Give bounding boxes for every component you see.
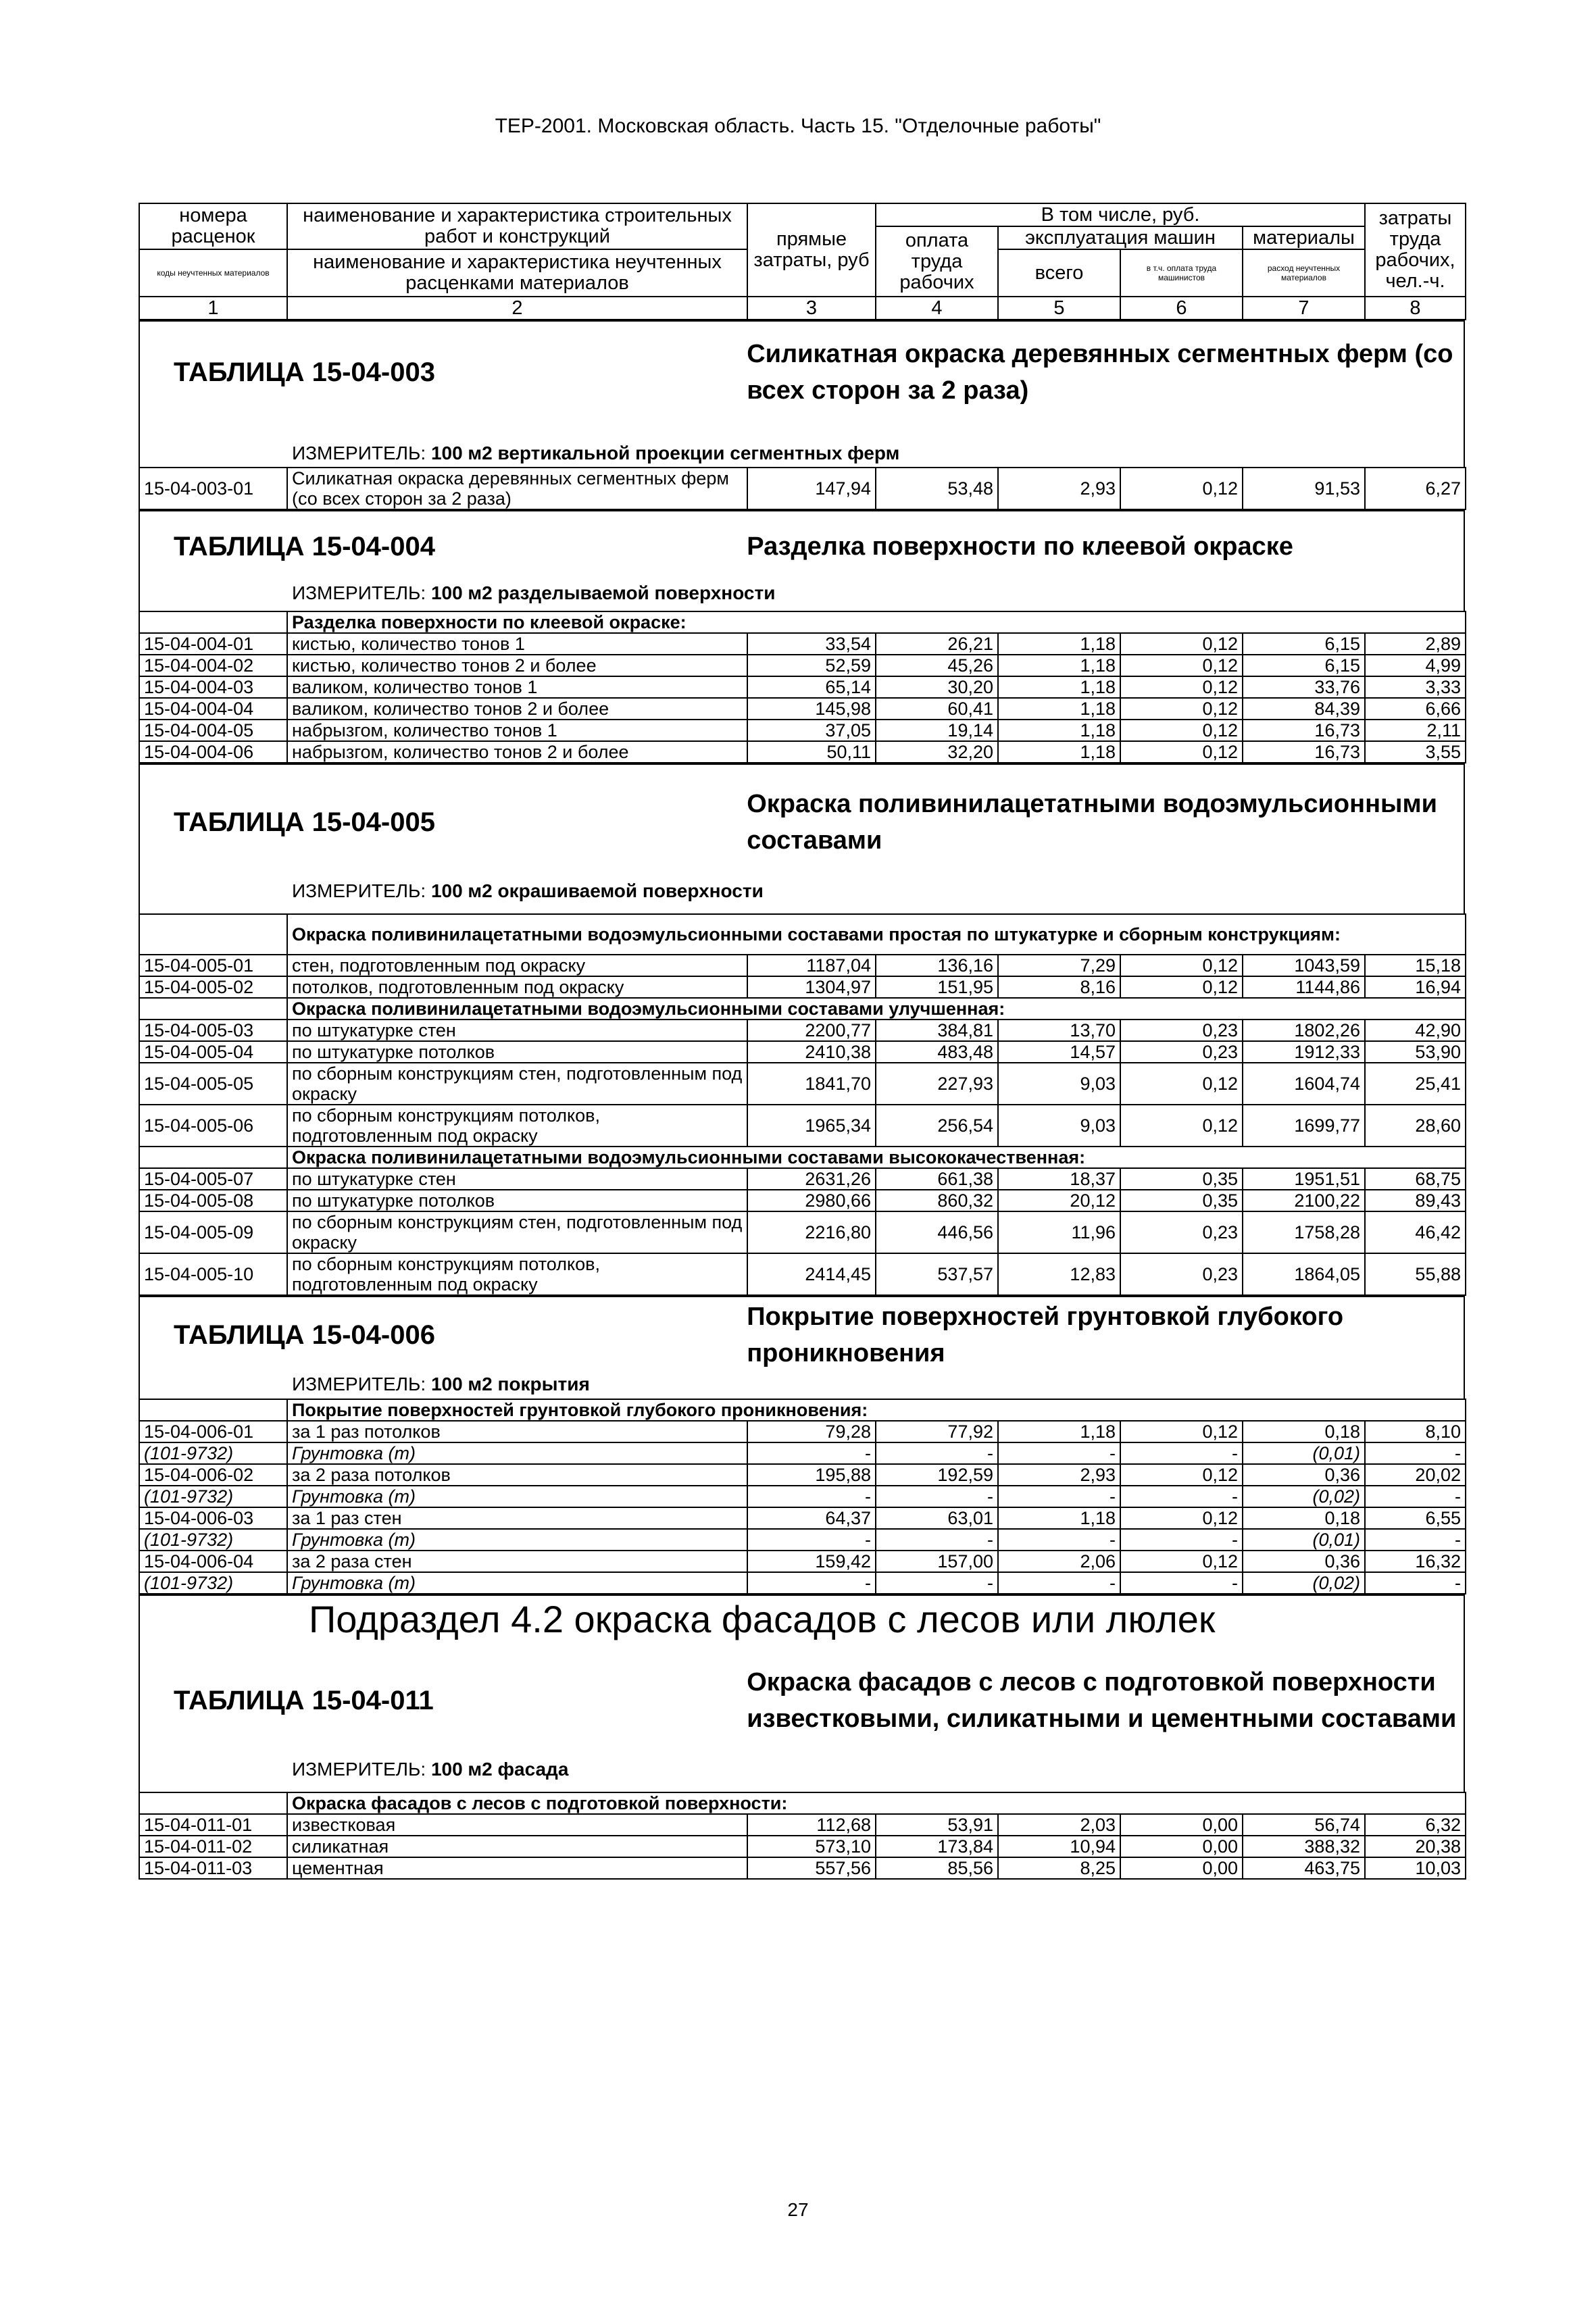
measure-unit: ИЗМЕРИТЕЛЬ: 100 м2 окрашиваемой поверхности bbox=[292, 880, 764, 901]
table-15-04-011-section bbox=[139, 1594, 1465, 1792]
table-row: 15-04-011-01 известковая 112,68 53,91 2,03 0,00 56,74 6,32 bbox=[139, 1814, 1466, 1836]
group-header-row: Окраска поливинилацетатными водоэмульсионными составами простая по штукатурке и сборным конструкциям: bbox=[139, 914, 1466, 955]
table-row: 15-04-004-04 валиком, количество тонов 2 и более 145,98 60,41 1,18 0,12 84,39 6,66 bbox=[139, 698, 1466, 720]
rates-table bbox=[139, 611, 1466, 763]
table-title: ТАБЛИЦА 15-04-005 bbox=[174, 807, 435, 837]
table-row: 15-04-011-03 цементная 557,56 85,56 8,25 0,00 463,75 10,03 bbox=[139, 1857, 1466, 1879]
table-row: 15-04-004-03 валиком, количество тонов 1 65,14 30,20 1,18 0,12 33,76 3,33 bbox=[139, 676, 1466, 698]
col-including-header: В том числе, руб. bbox=[876, 203, 1365, 226]
subsection-title: Подраздел 4.2 окраска фасадов с лесов или люлек bbox=[309, 1598, 1216, 1640]
table-15-04-003-section bbox=[139, 320, 1465, 467]
table-row: 15-04-005-05 по сборным конструкциям стен, подготовленным под окраску 1841,70 227,93 9,03 0,12 1604,74 25,41 bbox=[139, 1063, 1466, 1105]
page-number: 27 bbox=[787, 2199, 809, 2220]
table-row: 15-04-005-07 по штукатурке стен 2631,26 661,38 18,37 0,35 1951,51 68,75 bbox=[139, 1168, 1466, 1190]
rates-table bbox=[139, 467, 1466, 510]
table-row: (101-9732) Грунтовка (т) - - - - (0,01) - bbox=[139, 1529, 1466, 1551]
table-title: ТАБЛИЦА 15-04-003 bbox=[174, 357, 435, 387]
table-row: 15-04-003-01 Силикатная окраска деревянных сегментных ферм (со всех сторон за 2 раза) 147,94 53,48 2,93 0,12 91,53 6,27 bbox=[139, 468, 1466, 509]
column-numbers-row: 1 2 3 4 5 6 7 8 bbox=[139, 297, 1466, 320]
rates-table bbox=[139, 1399, 1466, 1594]
table-row: 15-04-005-10 по сборным конструкциям потолков, подготовленным под окраску 2414,45 537,57 12,83 0,23 1864,05 55,88 bbox=[139, 1253, 1466, 1295]
col-operator-wages-header: в т.ч. оплата труда машинистов bbox=[1120, 249, 1243, 297]
table-title: ТАБЛИЦА 15-04-011 bbox=[174, 1685, 434, 1715]
table-15-04-006-section bbox=[139, 1296, 1465, 1399]
col-material-name-header: наименование и характеристика неучтенных расценками материалов bbox=[287, 249, 747, 297]
table-row: 15-04-005-08 по штукатурке потолков 2980,66 860,32 20,12 0,35 2100,22 89,43 bbox=[139, 1190, 1466, 1211]
table-row: (101-9732) Грунтовка (т) - - - - (0,02) - bbox=[139, 1572, 1466, 1594]
table-title: ТАБЛИЦА 15-04-006 bbox=[174, 1319, 435, 1350]
table-row: 15-04-006-03 за 1 раз стен 64,37 63,01 1,18 0,12 0,18 6,55 bbox=[139, 1507, 1466, 1529]
table-row: 15-04-004-01 кистью, количество тонов 1 33,54 26,21 1,18 0,12 6,15 2,89 bbox=[139, 633, 1466, 655]
col-machines-header: эксплуатация машин bbox=[998, 226, 1243, 249]
table-row: 15-04-005-04 по штукатурке потолков 2410,38 483,48 14,57 0,23 1912,33 53,90 bbox=[139, 1041, 1466, 1063]
table-row: 15-04-006-01 за 1 раз потолков 79,28 77,92 1,18 0,12 0,18 8,10 bbox=[139, 1421, 1466, 1442]
measure-unit: ИЗМЕРИТЕЛЬ: 100 м2 фасада bbox=[292, 1759, 569, 1780]
table-row: 15-04-004-06 набрызгом, количество тонов 2 и более 50,11 32,20 1,18 0,12 16,73 3,55 bbox=[139, 741, 1466, 763]
table-15-04-004-section bbox=[139, 510, 1465, 611]
table-description: Окраска поливинилацетатными водоэмульсионными составами bbox=[747, 790, 1437, 855]
col-codes-header: номера расценок bbox=[139, 203, 287, 249]
col-wages-header: оплата труда рабочих bbox=[876, 226, 998, 297]
group-header-row: Разделка поверхности по клеевой окраске: bbox=[139, 611, 1466, 633]
table-row: (101-9732) Грунтовка (т) - - - - (0,02) - bbox=[139, 1486, 1466, 1507]
table-description: Силикатная окраска деревянных сегментных ферм (со всех сторон за 2 раза) bbox=[747, 340, 1453, 405]
table-row: 15-04-004-05 набрызгом, количество тонов 1 37,05 19,14 1,18 0,12 16,73 2,11 bbox=[139, 720, 1466, 741]
table-15-04-005-section bbox=[139, 763, 1465, 913]
column-header-table bbox=[139, 203, 1466, 320]
table-row: 15-04-005-06 по сборным конструкциям потолков, подготовленным под окраску 1965,34 256,54 9,03 0,12 1699,77 28,60 bbox=[139, 1105, 1466, 1147]
table-row: 15-04-011-02 силикатная 573,10 173,84 10,94 0,00 388,32 20,38 bbox=[139, 1836, 1466, 1857]
table-row: 15-04-005-01 стен, подготовленным под окраску 1187,04 136,16 7,29 0,12 1043,59 15,18 bbox=[139, 955, 1466, 976]
document-body bbox=[139, 203, 1465, 1880]
table-description: Разделка поверхности по клеевой окраске bbox=[747, 532, 1293, 561]
col-name-header: наименование и характеристика строительных работ и конструкций bbox=[287, 203, 747, 249]
table-row: 15-04-004-02 кистью, количество тонов 2 и более 52,59 45,26 1,18 0,12 6,15 4,99 bbox=[139, 655, 1466, 676]
col-material-codes-header: коды неучтенных материалов bbox=[139, 249, 287, 297]
table-description: Окраска фасадов с лесов с подготовкой поверхности известковыми, силикатными и цементными составами bbox=[747, 1668, 1457, 1733]
rates-table bbox=[139, 1792, 1466, 1880]
table-row: 15-04-005-09 по сборным конструкциям стен, подготовленным под окраску 2216,80 446,56 11,96 0,23 1758,28 46,42 bbox=[139, 1211, 1466, 1253]
table-row: 15-04-005-03 по штукатурке стен 2200,77 384,81 13,70 0,23 1802,26 42,90 bbox=[139, 1020, 1466, 1041]
measure-unit: ИЗМЕРИТЕЛЬ: 100 м2 разделываемой поверхности bbox=[292, 582, 776, 603]
col-direct-cost-header: прямые затраты, руб bbox=[747, 203, 876, 297]
rates-table bbox=[139, 913, 1466, 1296]
measure-unit: ИЗМЕРИТЕЛЬ: 100 м2 покрытия bbox=[292, 1374, 590, 1394]
measure-unit: ИЗМЕРИТЕЛЬ: 100 м2 вертикальной проекции сегментных ферм bbox=[292, 443, 900, 463]
table-row: 15-04-006-02 за 2 раза потолков 195,88 192,59 2,93 0,12 0,36 20,02 bbox=[139, 1464, 1466, 1486]
col-material-usage-header: расход неучтенных материалов bbox=[1243, 249, 1365, 297]
group-header-row: Окраска фасадов с лесов с подготовкой поверхности: bbox=[139, 1792, 1466, 1814]
col-machines-total-header: всего bbox=[998, 249, 1120, 297]
table-title: ТАБЛИЦА 15-04-004 bbox=[174, 531, 435, 561]
table-description: Покрытие поверхностей грунтовкой глубокого проникновения bbox=[747, 1303, 1344, 1367]
table-row: (101-9732) Грунтовка (т) - - - - (0,01) - bbox=[139, 1442, 1466, 1464]
table-row: 15-04-006-04 за 2 раза стен 159,42 157,00 2,06 0,12 0,36 16,32 bbox=[139, 1551, 1466, 1572]
col-materials-header: материалы bbox=[1243, 226, 1365, 249]
col-labor-header: затраты труда рабочих, чел.-ч. bbox=[1365, 203, 1466, 297]
group-header-row: Окраска поливинилацетатными водоэмульсионными составами улучшенная: bbox=[139, 998, 1466, 1020]
group-header-row: Окраска поливинилацетатными водоэмульсионными составами высококачественная: bbox=[139, 1147, 1466, 1168]
table-row: 15-04-005-02 потолков, подготовленным под окраску 1304,97 151,95 8,16 0,12 1144,86 16,94 bbox=[139, 976, 1466, 998]
page-header: ТЕР-2001. Московская область. Часть 15. "Отделочные работы" bbox=[495, 115, 1101, 137]
group-header-row: Покрытие поверхностей грунтовкой глубокого проникновения: bbox=[139, 1399, 1466, 1421]
